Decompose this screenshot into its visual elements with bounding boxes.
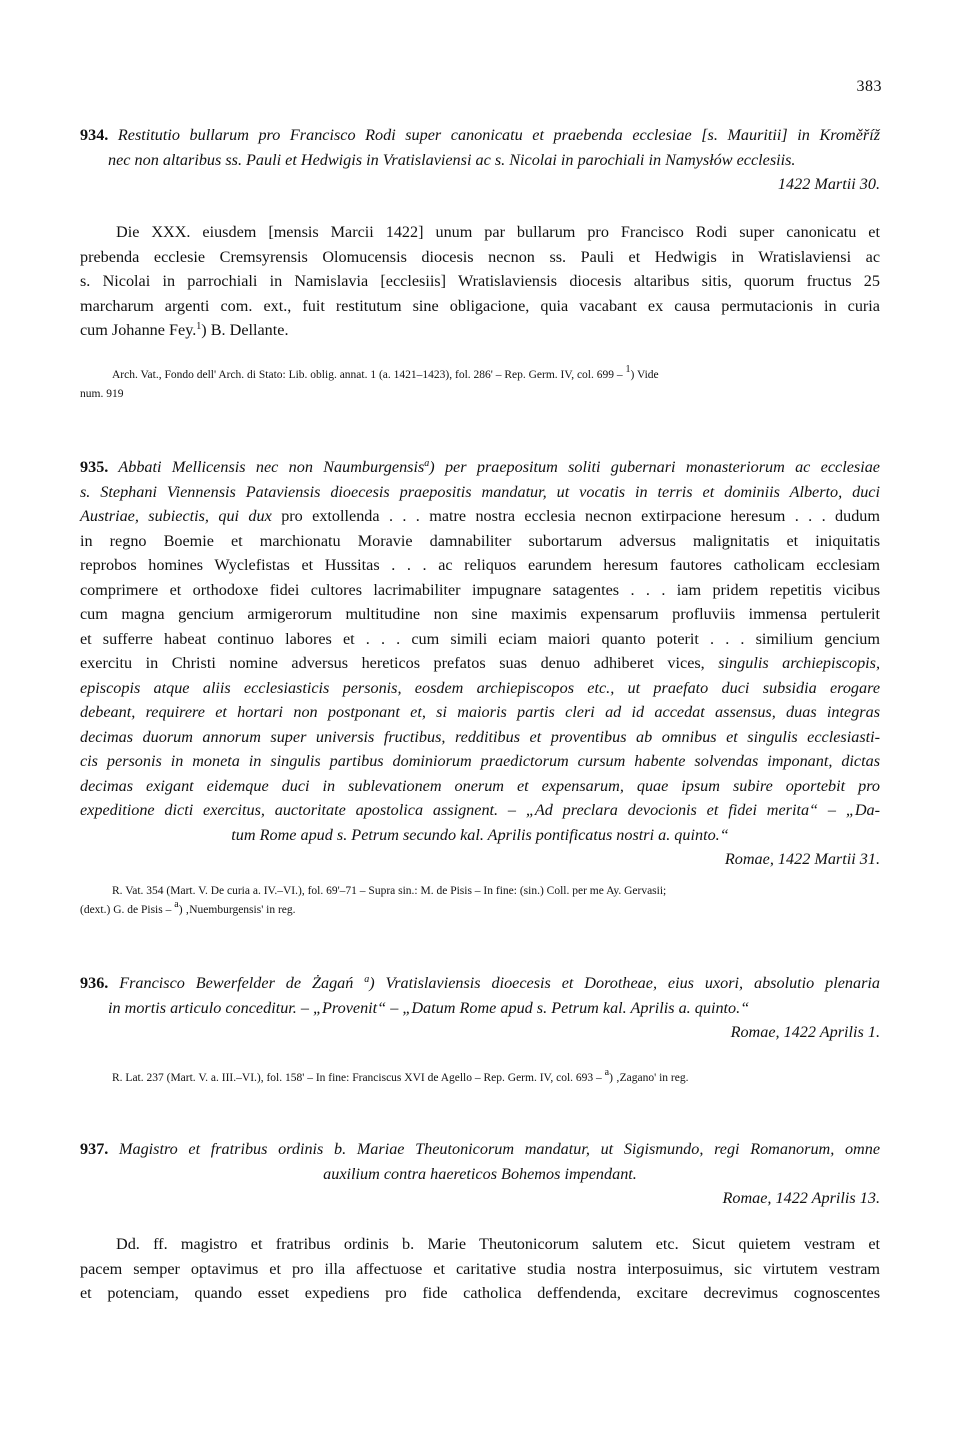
apparatus-text: ) ‚Zagano' in reg. [609,1072,689,1084]
entry-936-apparatus [80,1069,880,1088]
footnote-marker: 1 [196,321,202,332]
body-line: Dd. ff. magistro et fratribus ordinis b. Marie Theutonicorum salutem etc. Sicut quietem vestram et [116,1235,880,1253]
regest-text: singulis archiepiscopis, [718,654,881,672]
quotation-line: et sufferre habeat continuo labores et . . . cum simili eciam maiori quanto poterit . . . similium gencium [80,629,880,648]
apparatus-text: Arch. Vat., Fondo dell' Arch. di Stato: Lib. oblig. annat. 1 (a. 1421–1423), fol. 286' – Rep. Germ. IV, col. 699 – [112,369,626,381]
body-line: prebenda ecclesie Cremsyrensis Olomucensis diocesis necnon ss. Pauli et Hedwigis in Wratislaviensi ac [80,247,880,266]
regest-text: ) per praepositum soliti gubernari monasteriorum ac ecclesiae [429,458,880,476]
entry-date: 1422 Martii 30. [777,175,880,193]
entry-934-body [80,220,880,343]
regest-line: nec non altaribus ss. Pauli et Hedwigis in Vratislaviensi ac s. Nicolai in parochiali in Namysłów ecclesiis. [108,150,796,169]
closing-formula: tum Rome apud s. Petrum secundo kal. Aprilis pontificatus nostri a. quinto.“ [231,825,729,844]
apparatus-line [80,1069,880,1088]
entry-date: Romae, 1422 Martii 31. [724,850,880,868]
regest-text: Francisco Bewerfelder de Żagań [119,974,365,992]
apparatus-text: R. Lat. 237 (Mart. V. a. III.–VI.), fol. 158' – In fine: Franciscus XVI de Agello – Rep. Germ. IV, col. 693 – [112,1072,605,1084]
entry-936-heading [80,971,880,996]
footnote-marker: a [424,458,430,469]
entry-number: 935. [80,458,109,476]
body-text: cum Johanne Fey. [80,321,197,339]
apparatus-text: (dext.) G. de Pisis – [80,904,175,916]
entry-937 [80,1137,880,1211]
entry-934-apparatus [80,366,880,404]
regest-line: decimas duorum annorum super universis fructibus, redditibus et proventibus ab omnibus et singulis ecclesiasti- [80,727,880,746]
entry-935 [80,455,880,872]
apparatus-text: ) Vide [630,369,659,381]
quotation-text: pro extollenda . . . matre nostra ecclesia necnon extirpacione heresum . . . dudum [281,507,880,525]
regest-line: Restitutio bullarum pro Francisco Rodi super canonicatu et praebenda ecclesiae [s. Mauritii] in Kroměříž [117,126,881,144]
regest-text: Abbati Mellicensis nec non Naumburgensis [118,458,425,476]
regest-line: decimas exigant eidemque duci in sublevationem onerum et expensarum, quae ipsum subire oportebit pro [80,776,880,795]
regest-line: cis personis in moneta in singulis partibus dominiorum praedictorum cursum habente solvendas imponant, dictas [80,752,880,770]
page-number: 383 [856,78,882,95]
body-line: et potenciam, quando esset expediens pro fide catholica deffendenda, excitare decrevimus cognoscentes [80,1284,880,1302]
entry-number: 937. [80,1140,109,1158]
regest-line: s. Stephani Viennensis Pataviensis dioecesis praepositis mandatur, ut vocatis in terris et dominiis Alberto, duci [80,482,880,501]
body-line: Die XXX. eiusdem [mensis Marcii 1422] unum par bullarum pro Francisco Rodi super canonicatu et [116,223,880,241]
regest-line [80,504,880,529]
entry-date: Romae, 1422 Aprilis 13. [722,1189,880,1207]
apparatus-line: R. Vat. 354 (Mart. V. De curia a. IV.–VI.), fol. 69'–71 – Supra sin.: M. de Pisis – In fine: (sin.) Coll. per me Ay. Gervasii; [112,885,667,897]
apparatus-line: num. 919 [80,388,124,400]
entry-936 [80,971,880,1045]
regest-line [80,651,880,676]
regest-text: ) Vratislaviensis dioecesis et Dorotheae, eius uxori, absolutio plenaria [369,974,881,992]
apparatus-line [80,366,880,385]
regest-line: expeditione dicti exercitus, auctoritate apostolica assignent. – „Ad preclara devocionis et fidei merita“ – „Da- [80,801,880,819]
apparatus-line [80,901,880,920]
quotation-line: in regno Boemie et marchionatu Moravie damnabiliter subortarum adversus malignitatis et iniquitatis [80,531,880,550]
body-line: marcharum argenti com. ext., fuit restitutum sine obligacione, quia vacabant ex causa permutacionis in curia [80,296,880,315]
footnote-marker: 1 [625,364,631,375]
entry-number: 936. [80,974,109,992]
entry-935-apparatus [80,882,880,920]
entry-934-heading [80,123,880,148]
entry-date: Romae, 1422 Aprilis 1. [730,1023,880,1041]
footnote-marker: a [364,974,370,985]
body-line: s. Nicolai in parrochiali in Namislavia [ecclesiis] Wratislaviensis diocesis altaribus sitis, quorum fructus 25 [80,272,880,290]
body-text: ) B. Dellante. [201,321,289,339]
entry-937-heading [80,1137,880,1162]
entry-934 [80,123,880,197]
regest-text: Magistro et fratribus ordinis b. Mariae Theutonicorum mandatur, ut Sigismundo, regi Romanorum, omne [119,1140,881,1158]
quotation-line: reprobos homines Wyclefistas et Hussitas . . . ac reliquos earundem heresum fautores catholicam ecclesiam [80,556,880,574]
regest-line: debeant, requirere et hortari non postponant et, si maioris partis cleri ad id accedat assensus, duas integras [80,703,880,721]
apparatus-text: ) ‚Nuemburgensis' in reg. [178,904,296,916]
entry-937-body [80,1232,880,1306]
quotation-line: cum magna gencium armigerorum multitudine non sine maximis expensarum profluviis immensa pertulerit [80,605,880,623]
quotation-text: exercitu in Christi nomine adversus hereticos prefatos suas denuo adhiberet vices, [80,654,719,672]
regest-line: in mortis articulo conceditur. – „Provenit“ – „Datum Rome apud s. Petrum kal. Aprilis a. quinto.“ [108,998,750,1017]
footnote-marker: a [174,899,179,910]
quotation-line: comprimere et orthodoxe fidei cultores lacrimabiliter impugnare satagentes . . . iam pridem repetitis vicibus [80,580,880,599]
regest-line: auxilium contra haereticos Bohemos impendant. [323,1164,637,1183]
entry-935-heading [80,455,880,480]
regest-line: episcopis atque aliis ecclesiasticis personis, eosdem archiepiscopos etc., ut praefato duci subsidia erogare [80,678,880,697]
body-line: pacem semper optavimus et pro illa affectuose et caritative studia nostra interposuimus, sic virtutem vestram [80,1259,880,1278]
regest-text: Austriae, subiectis, qui dux [80,507,282,525]
footnote-marker: a [604,1067,610,1078]
entry-number: 934. [80,126,109,144]
body-line [80,318,880,343]
